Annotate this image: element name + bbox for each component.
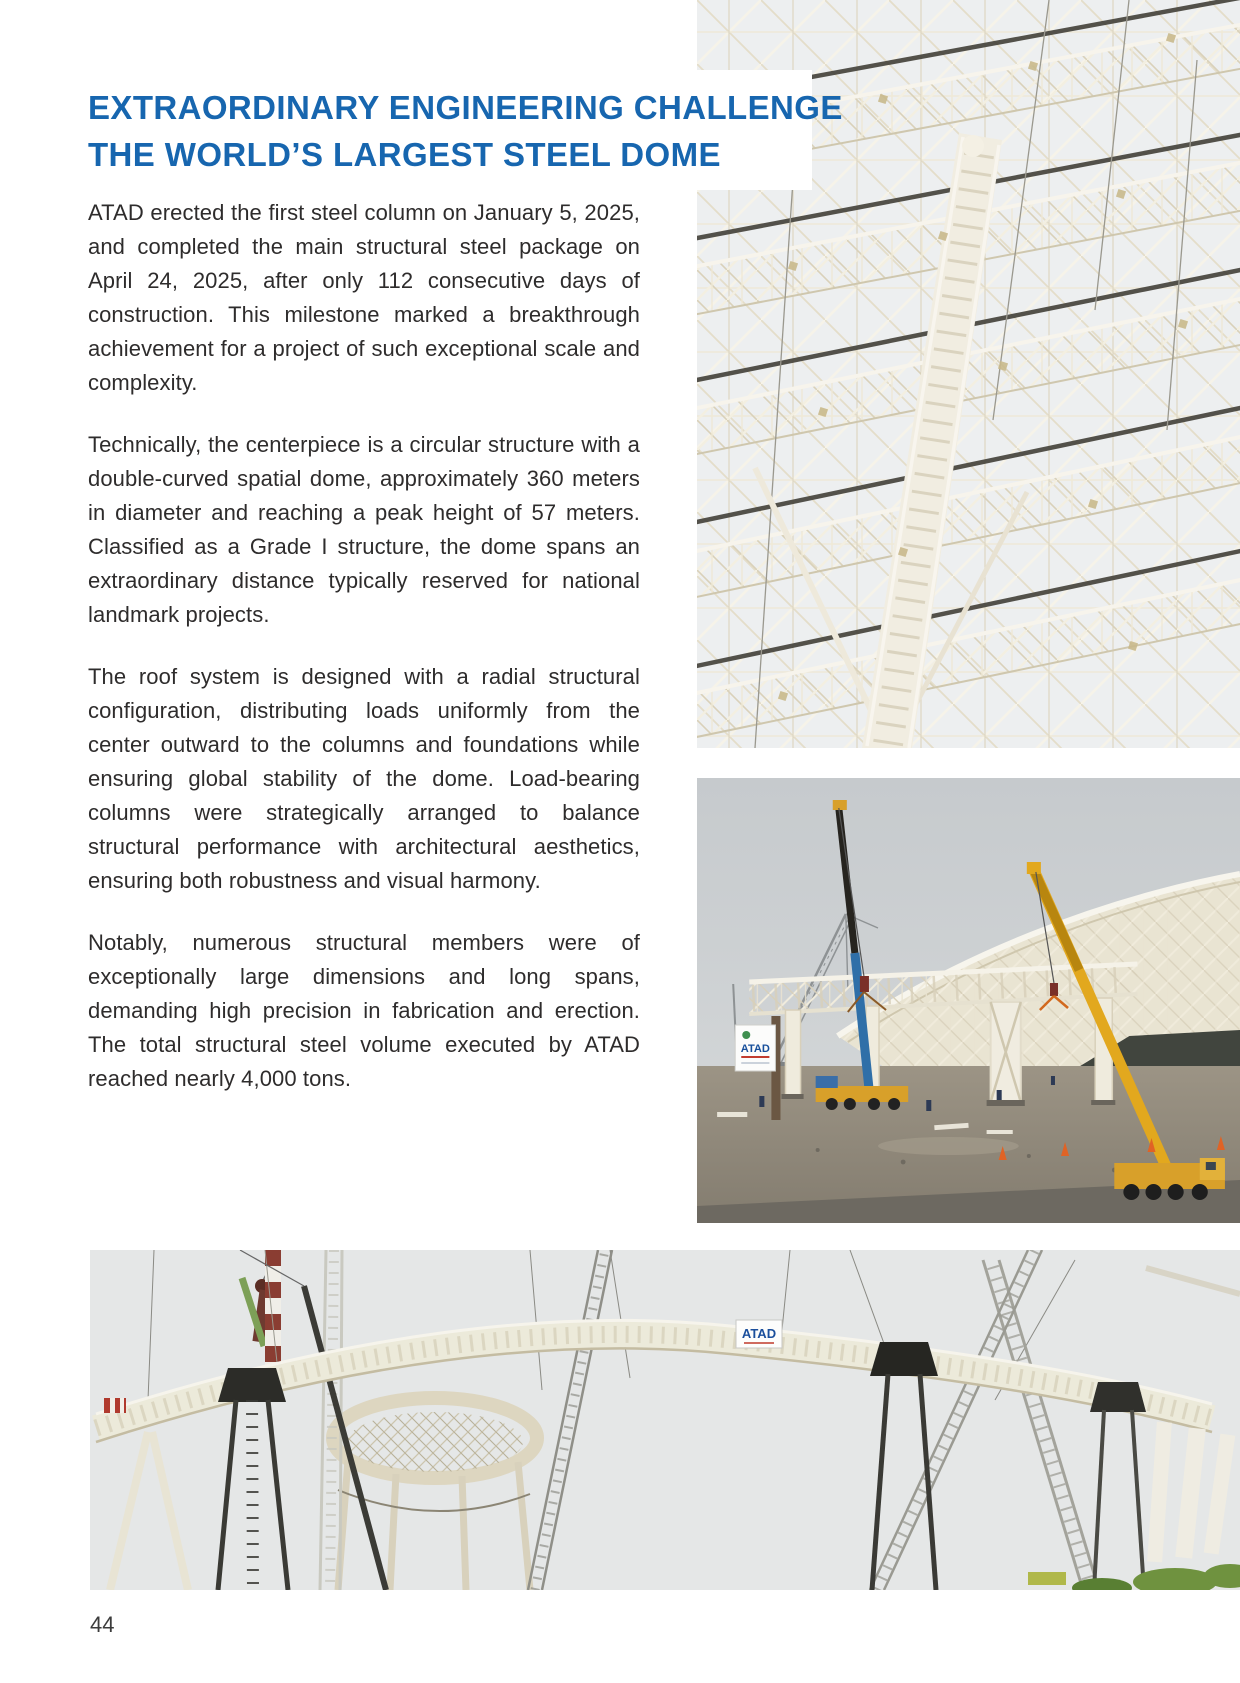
photo-dome-ring-panorama: [90, 1250, 1240, 1590]
body-paragraph: ATAD erected the first steel column on January 5, 2025, and completed the main structural steel package on April 24, 2025, after only 112 consecutive days of construction. This milestone marked a breakthrough achievement for a project of such exceptional scale and complexity.: [88, 200, 640, 395]
body-paragraph: Notably, numerous structural members were of exceptionally large dimensions and long spans, demanding high precision in fabrication and erection. The total structural steel volume executed by ATAD reached nearly 4,000 tons.: [88, 930, 640, 1091]
crane-site-illustration: [697, 778, 1240, 1223]
article-body: [88, 196, 640, 1124]
page-title-line1: EXTRAORDINARY ENGINEERING CHALLENGE: [88, 89, 843, 126]
body-paragraph: Technically, the centerpiece is a circular structure with a double-curved spatial dome, approximately 360 meters in diameter and reaching a peak height of 57 meters. Classified as a Grade I structure, the dome spans an extraordinary distance typically reserved for national landmark projects.: [88, 432, 640, 627]
page-number: 44: [90, 1612, 115, 1637]
body-paragraph: The roof system is designed with a radial structural configuration, distributing loads uniformly from the center outward to the columns and foundations while ensuring global stability of the dome. Load-bearing columns were strategically arranged to balance structural performance with architectural aesthetics, ensuring both robustness and visual harmony.: [88, 664, 640, 893]
dome-ring-illustration: [90, 1250, 1240, 1590]
atad-banner: [736, 1320, 782, 1348]
page-title-line2: THE WORLD’S LARGEST STEEL DOME: [88, 136, 721, 173]
atad-banner-text: ATAD: [740, 1043, 770, 1055]
photo-cranes-erecting-canopy: [697, 778, 1240, 1223]
atad-banner-text: ATAD: [741, 1326, 777, 1341]
page-title: [88, 84, 1028, 178]
